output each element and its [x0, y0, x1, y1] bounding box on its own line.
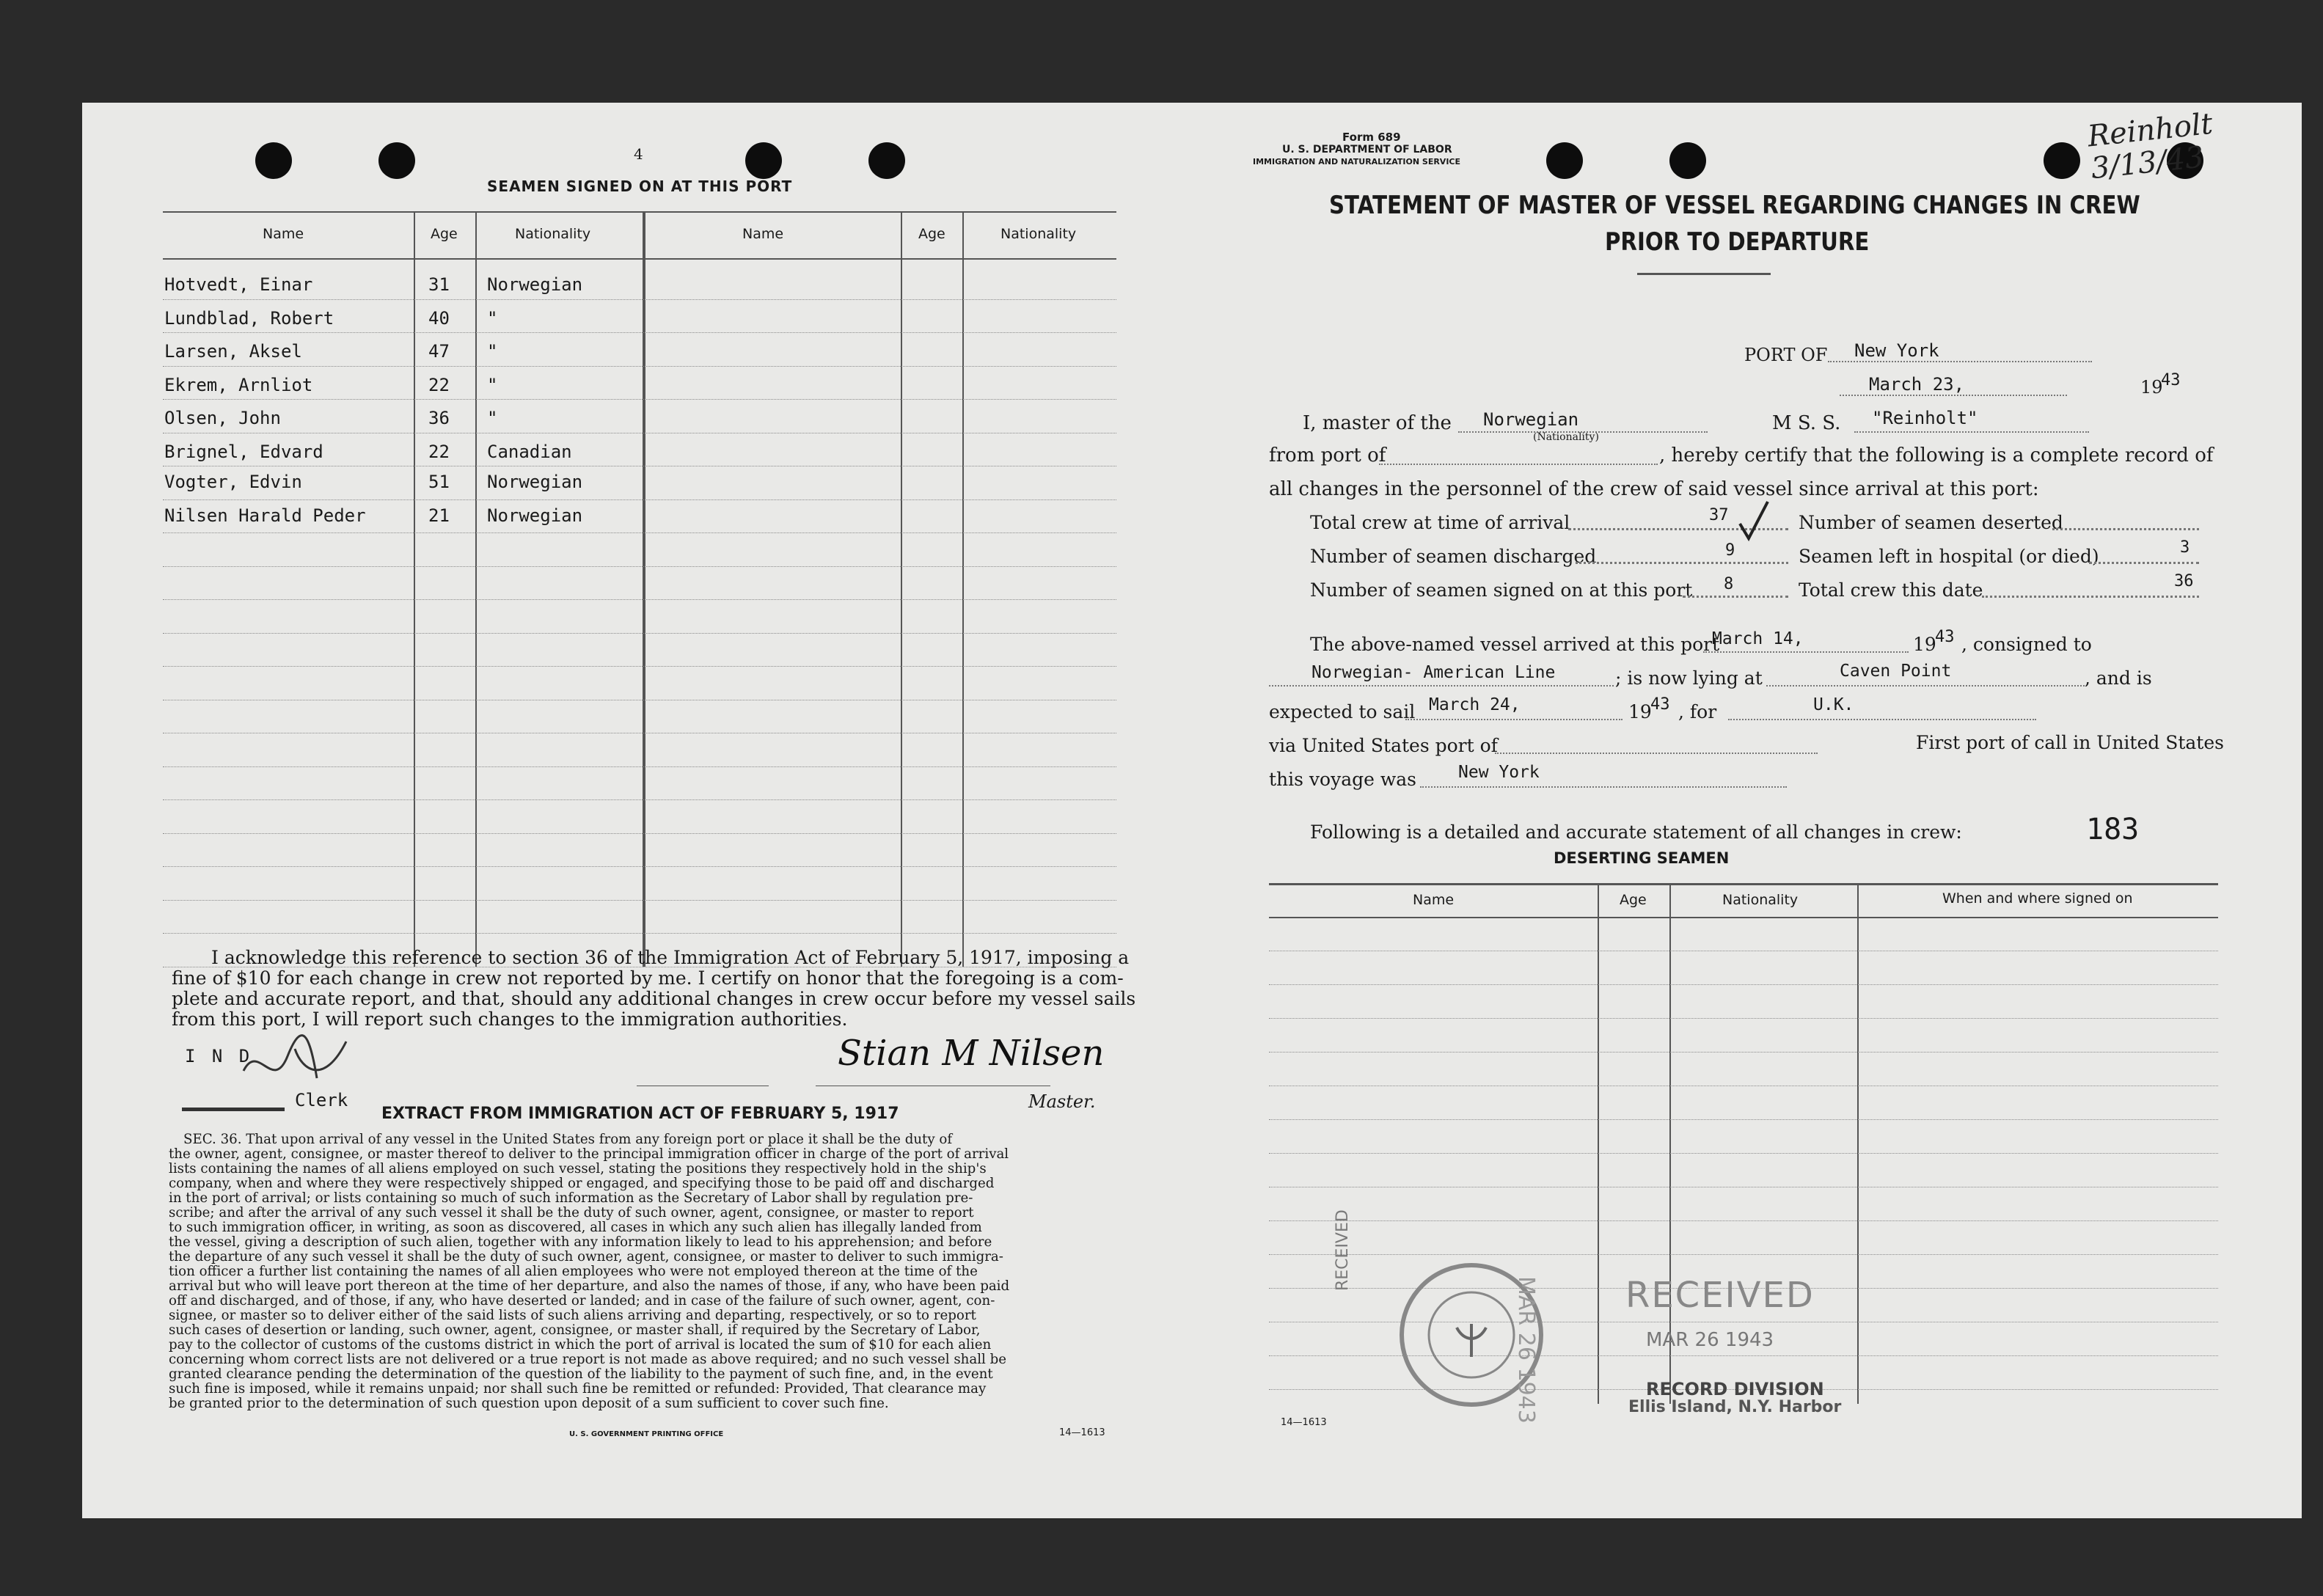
extract-line: arrival but who will leave port thereon at the time of her departure, and also the names of those, if any, who have been paid [169, 1278, 1010, 1294]
seaman-age: 31 [428, 274, 450, 295]
table-row-rule [163, 566, 1116, 567]
desert-row-rule [1269, 1119, 2218, 1120]
stat-leader [1576, 562, 1788, 564]
received-stamp: RECEIVED [1625, 1275, 1815, 1316]
seaman-age: 47 [428, 341, 450, 362]
voyage-value: New York [1458, 763, 1540, 782]
stat-leader [2052, 528, 2199, 530]
table-row-rule [163, 299, 1116, 300]
handwritten-file-note: Reinholt 3/13/43 [2085, 106, 2214, 186]
nationality-caption: (Nationality) [1533, 431, 1599, 443]
form-number: Form 689 [1342, 131, 1401, 144]
vessel-prefix: M S. S. [1772, 412, 1841, 434]
received-date-stamp: MAR 26 1943 [1646, 1329, 1774, 1351]
col-divider [1598, 883, 1599, 1404]
voyage-label: this voyage was [1269, 769, 1417, 790]
header-name: Name [742, 226, 784, 242]
table-row-rule [163, 332, 1116, 333]
desert-header-nationality: Nationality [1722, 892, 1799, 908]
seaman-age: 22 [428, 441, 450, 462]
arrived-year-prefix: 19 [1913, 634, 1936, 655]
stat-value-hospital: 3 [2180, 538, 2190, 557]
seaman-nationality: " [487, 408, 498, 428]
stat-label-arrival: Total crew at time of arrival [1310, 512, 1570, 533]
master-label: Master. [1028, 1091, 1096, 1112]
port-of-value: New York [1854, 340, 1939, 361]
nationality-value: Norwegian [1483, 409, 1579, 430]
table-row-rule [163, 833, 1116, 834]
seaman-age: 21 [428, 505, 450, 526]
desert-row-rule [1269, 1153, 2218, 1154]
clerk-line [182, 1108, 285, 1111]
voyage-line [1420, 786, 1787, 788]
lying-line [1766, 685, 2085, 687]
seaman-nationality: Canadian [487, 441, 572, 462]
section-title: SEAMEN SIGNED ON AT THIS PORT [487, 177, 793, 195]
service-name: IMMIGRATION AND NATURALIZATION SERVICE [1253, 157, 1461, 166]
seaman-nationality: " [487, 374, 498, 395]
extract-line: the departure of any such vessel it shall be the duty of such owner, agent, consignee, or master to deliver to such immigra- [169, 1249, 1003, 1264]
seaman-age: 22 [428, 374, 450, 395]
table-row-rule [163, 666, 1116, 667]
expected-value: March 24, [1429, 695, 1521, 714]
extract-line: in the port of arrival; or lists containing so much of such information as the Secretary of Labor shall by regulation pre- [169, 1190, 973, 1206]
seaman-nationality: Norwegian [487, 472, 583, 492]
table-row-rule [163, 633, 1116, 634]
lying-label: ; is now lying at [1615, 667, 1763, 689]
port-of-line [1828, 361, 2092, 362]
check-mark [1735, 499, 1772, 543]
department-name: U. S. DEPARTMENT OF LABOR [1282, 144, 1452, 155]
seaman-name: Nilsen Harald Peder [164, 505, 366, 526]
consignee-value: Norwegian- American Line [1312, 663, 1556, 682]
punch-hole [255, 142, 292, 179]
following-label: Following is a detailed and accurate statement of all changes in crew: [1310, 821, 1962, 843]
stat-value-discharged: 9 [1725, 541, 1735, 560]
date-value: March 23, [1869, 374, 1965, 395]
desert-header-name: Name [1413, 892, 1455, 908]
col-divider [414, 211, 415, 967]
acknowledgment-text [172, 947, 1136, 1030]
extract-line: pay to the collector of customs of the customs district in which the port of arrival is located the sum of $10 for each alien [169, 1337, 992, 1352]
port-of-label: PORT OF [1744, 345, 1828, 365]
clerk-label: Clerk [295, 1090, 348, 1110]
extract-line: tion officer a further list containing the names of all alien employees who were not employed thereon at the time of the [169, 1264, 978, 1279]
extract-line: SEC. 36. That upon arrival of any vessel in the United States from any foreign port or place it shall be the duty of [183, 1132, 953, 1147]
col-divider [901, 211, 902, 967]
header-age: Age [431, 226, 458, 242]
stat-leader [1683, 596, 1788, 598]
table-row-rule [163, 933, 1116, 934]
changes-text: all changes in the personnel of the crew of said vessel since arrival at this port: [1269, 478, 2039, 500]
stat-label-discharged: Number of seamen discharged [1310, 546, 1597, 567]
master-signature: Stian M Nilsen [838, 1033, 1105, 1074]
table-row-rule [163, 766, 1116, 767]
expected-line [1405, 719, 1623, 720]
year-side-stamp: MAR 26 1943 [1513, 1276, 1539, 1424]
seaman-age: 36 [428, 408, 450, 428]
extract-line: the owner, agent, consignee, or master thereof to deliver to the principal immigration officer in charge of the port of arrival [169, 1146, 1009, 1162]
table-row-rule [163, 866, 1116, 867]
col-divider [1857, 883, 1859, 1404]
deserting-title: DESERTING SEAMEN [1554, 849, 1730, 867]
lying-value: Caven Point [1840, 662, 1952, 681]
header-age: Age [918, 226, 945, 242]
expected-year-prefix: 19 [1628, 701, 1652, 722]
stat-value-total: 36 [2174, 572, 2194, 590]
table-row-rule [163, 900, 1116, 901]
stat-label-total: Total crew this date [1799, 579, 1983, 601]
desert-header-age: Age [1620, 892, 1647, 908]
seaman-age: 40 [428, 307, 450, 329]
seaman-nationality: Norwegian [487, 274, 583, 295]
seaman-name: Olsen, John [164, 408, 281, 428]
extract-line: scribe; and after the arrival of any such vessel it shall be the duty of such owner, agent, consignee, or master to report [169, 1205, 974, 1220]
extract-line: lists containing the names of all aliens employed on such vessel, stating the positions they respectively hold in the ship's [169, 1161, 987, 1176]
ack-line: plete and accurate report, and that, should any additional changes in crew occur before my vessel sails [172, 988, 1136, 1009]
extract-line: be granted prior to the determination of such question upon deposit of a sum sufficient to cover such fine. [169, 1396, 889, 1411]
seaman-name: Larsen, Aksel [164, 341, 302, 362]
printer-credit: U. S. GOVERNMENT PRINTING OFFICE [569, 1430, 724, 1438]
from-port-label: from port of [1269, 444, 1386, 466]
stat-label-deserted: Number of seamen deserted [1799, 512, 2063, 533]
table-top-rule [163, 211, 1116, 213]
seaman-name: Vogter, Edvin [164, 472, 302, 492]
punch-hole [2044, 142, 2080, 179]
arrived-year: 43 [1935, 628, 1955, 646]
extract-line: such cases of desertion or landing, such owner, agent, consignee, or master shall, if required by the Secretary of Labor, [169, 1322, 981, 1338]
extract-line: off and discharged, and of those, if any, who have deserted or landed; and in case of the failure of such owner, agent, con- [169, 1293, 995, 1308]
form-code: 14—1613 [1059, 1427, 1105, 1438]
form-title: STATEMENT OF MASTER OF VESSEL REGARDING CHANGES IN CREW [1329, 191, 2140, 220]
ind-stamp: I N D [185, 1046, 253, 1066]
desert-row-rule [1269, 1018, 2218, 1019]
desert-row-rule [1269, 1220, 2218, 1221]
extract-line: such fine is imposed, while it remains unpaid; nor shall such fine be remitted or refunded: Provided, That clearance may [169, 1381, 987, 1396]
title-underline [1637, 273, 1771, 275]
header-rule [163, 258, 1116, 260]
seaman-age: 51 [428, 472, 450, 492]
punch-hole [1546, 142, 1583, 179]
file-number: 183 [2086, 813, 2140, 846]
for-value: U.K. [1813, 695, 1854, 714]
extract-line: signee, or master so to deliver either of the said lists of such aliens arriving and departing, respectively, or so to report [169, 1308, 976, 1323]
table-row-rule [163, 799, 1116, 800]
ack-line: fine of $10 for each change in crew not reported by me. I certify on honor that the foregoing is a com- [172, 967, 1124, 989]
col-divider [643, 211, 645, 967]
date-line [1840, 395, 2067, 396]
first-port-label: First port of call in United States [1916, 732, 2224, 753]
stat-value-signed-on: 8 [1724, 575, 1734, 593]
desert-table-top [1269, 883, 2218, 885]
seaman-nationality: " [487, 307, 498, 329]
certify-text: , hereby certify that the following is a complete record of [1659, 444, 2214, 466]
desert-row-rule [1269, 1052, 2218, 1053]
table-row-rule [163, 532, 1116, 533]
arrived-label: The above-named vessel arrived at this port [1310, 634, 1720, 655]
stat-leader [1982, 596, 2199, 598]
for-label: , for [1678, 701, 1717, 722]
record-division-stamp: RECORD DIVISION [1646, 1379, 1824, 1399]
received-side-stamp: RECEIVED [1334, 1209, 1352, 1291]
stat-value-arrival: 37 [1709, 506, 1729, 524]
via-label: via United States port of [1269, 735, 1498, 756]
table-row-rule [163, 366, 1116, 367]
extract-title: EXTRACT FROM IMMIGRATION ACT OF FEBRUARY 5, 1917 [381, 1105, 899, 1123]
header-name: Name [263, 226, 304, 242]
expected-year: 43 [1650, 695, 1670, 714]
punch-hole [745, 142, 782, 179]
seaman-name: Hotvedt, Einar [164, 274, 313, 295]
col-divider [962, 211, 964, 967]
extract-line: to such immigration officer, in writing, as soon as discovered, all cases in which any such alien has illegally landed from [169, 1220, 982, 1235]
right-page [1179, 103, 2302, 1518]
extract-line: the vessel, giving a description of such alien, together with any information likely to lead to his apprehension; and before [169, 1234, 992, 1250]
consignee-line [1269, 685, 1614, 687]
form-code: 14—1613 [1281, 1417, 1327, 1428]
punch-hole [1669, 142, 1706, 179]
date-year-prefix: 19 [2140, 377, 2163, 398]
stat-leader [2089, 562, 2199, 564]
desert-header-rule [1269, 917, 2218, 918]
arrived-line [1703, 651, 1909, 653]
col-divider [1669, 883, 1671, 1404]
desert-row-rule [1269, 984, 2218, 985]
desert-header-signed-on: When and where signed on [1942, 890, 2133, 907]
extract-line: granted clearance pending the determination of the question of the liability to the payment of such fine, and, in the event [169, 1366, 993, 1382]
left-page [82, 103, 1182, 1518]
stat-label-hospital: Seamen left in hospital (or died) [1799, 546, 2099, 567]
punch-hole [378, 142, 415, 179]
extract-line: concerning whom correct lists are not delivered or a true report is not made as above required; and no such vessel shall be [169, 1352, 1007, 1367]
punch-hole [868, 142, 905, 179]
extract-body [169, 1132, 1009, 1411]
page-number: 4 [634, 145, 643, 163]
header-nationality: Nationality [1000, 226, 1077, 242]
consigned-label: , consigned to [1961, 634, 2092, 655]
vessel-line [1854, 431, 2089, 433]
and-is-label: , and is [2085, 667, 2152, 689]
col-divider [475, 211, 477, 967]
extract-line: company, when and where they were respectively shipped or engaged, and specifying those to be paid off and discharged [169, 1176, 995, 1191]
seaman-name: Brignel, Edvard [164, 441, 323, 462]
form-subtitle: PRIOR TO DEPARTURE [1605, 227, 1870, 257]
expected-label: expected to sail [1269, 701, 1416, 722]
ellis-island-stamp: Ellis Island, N.Y. Harbor [1628, 1398, 1842, 1416]
stat-label-signed-on: Number of seamen signed on at this port [1310, 579, 1693, 601]
seaman-nationality: Norwegian [487, 505, 583, 526]
arrived-value: March 14, [1712, 629, 1804, 648]
seaman-name: Ekrem, Arnliot [164, 374, 313, 395]
via-line [1495, 753, 1818, 754]
header-nationality: Nationality [515, 226, 591, 242]
seaman-nationality: " [487, 341, 498, 362]
table-row-rule [163, 599, 1116, 600]
ack-line: I acknowledge this reference to section 36 of the Immigration Act of February 5, 1917, imposing a [211, 947, 1130, 968]
date-year: 43 [2161, 371, 2181, 389]
for-line [1728, 719, 2036, 720]
from-port-line [1379, 464, 1658, 465]
vessel-name: "Reinholt" [1872, 408, 1978, 428]
table-row-rule [163, 499, 1116, 500]
table-row-rule [163, 399, 1116, 400]
master-of-label: I, master of the [1303, 412, 1452, 434]
seaman-name: Lundblad, Robert [164, 307, 334, 329]
ack-line: from this port, I will report such changes to the immigration authorities. [172, 1009, 848, 1030]
